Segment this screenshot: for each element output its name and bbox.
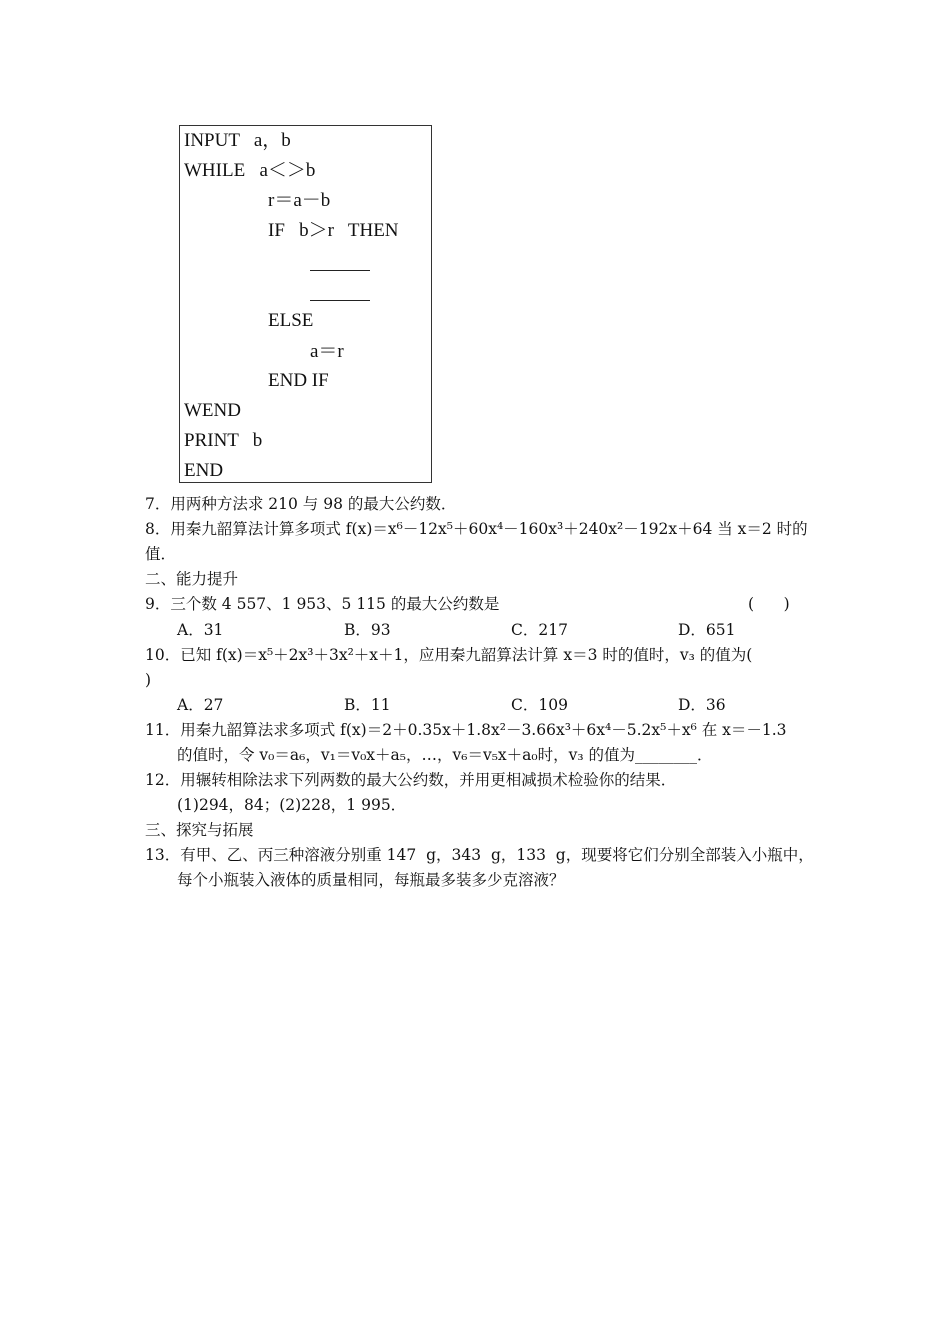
q10-option-d: D．36 [678,696,726,714]
q9-option-d: D．651 [678,621,736,639]
q9-option-c: C．217 [511,621,568,639]
question-9: 9．三个数 4 557、1 953、5 115 的最大公约数是 [145,595,500,613]
question-13-line1: 13．有甲、乙、丙三种溶液分别重 147 g，343 g，133 g，现要将它们分别全部装入小瓶中， [145,846,814,864]
question-10-line1: 10．已知 f(x)＝x⁵＋2x³＋3x²＋x＋1，应用秦九韶算法计算 x＝3 时的值时，v₃ 的值为( [145,646,753,664]
code-line-if: IF b＞r THEN [268,220,399,241]
code-blank-1 [310,270,370,271]
q10-option-b: B．11 [344,696,391,714]
code-line-end: END [184,460,224,481]
question-11-line2: 的值时，令 v₀＝a₆，v₁＝v₀x＋a₅，…，v₆＝v₅x＋a₀时，v₃ 的值为________． [177,746,713,764]
code-line-wend: WEND [184,400,241,421]
question-8-line1: 8．用秦九韶算法计算多项式 f(x)＝x⁶－12x⁵＋60x⁴－160x³＋240x²－192x＋64 当 x＝2 时的 [145,520,808,538]
question-12-line1: 12．用辗转相除法求下列两数的最大公约数，并用更相减损术检验你的结果． [145,771,677,789]
code-blank-2 [310,300,370,301]
question-11-line1: 11．用秦九韶算法求多项式 f(x)＝2＋0.35x＋1.8x²－3.66x³＋6x⁴－5.2x⁵＋x⁶ 在 x＝－1.3 [145,721,787,739]
question-10-line2: ) [145,671,152,689]
question-9-answer-paren: ( ) [748,595,790,613]
code-line-print: PRINT b [184,430,263,451]
code-line-endif: END IF [268,370,329,391]
question-7: 7．用两种方法求 210 与 98 的最大公约数． [145,495,457,513]
code-line-assign-r: r＝a－b [268,190,331,211]
question-13-line2: 每个小瓶装入液体的质量相同，每瓶最多装多少克溶液？ [177,871,565,889]
question-8-line2: 值． [145,545,177,563]
q10-option-a: A．27 [177,696,224,714]
code-box [179,125,432,483]
code-line-while: WHILE a＜＞b [184,160,316,181]
code-line-assign-a: a＝r [310,341,344,362]
code-line-input: INPUT a，b [184,130,291,151]
q9-option-a: A．31 [177,621,224,639]
section-heading-2: 二、能力提升 [145,570,239,588]
question-12-line2: (1)294，84；(2)228，1 995． [177,796,407,814]
q9-option-b: B．93 [344,621,391,639]
q10-option-c: C．109 [511,696,568,714]
section-heading-3: 三、探究与拓展 [145,821,254,839]
code-line-else: ELSE [268,310,314,331]
